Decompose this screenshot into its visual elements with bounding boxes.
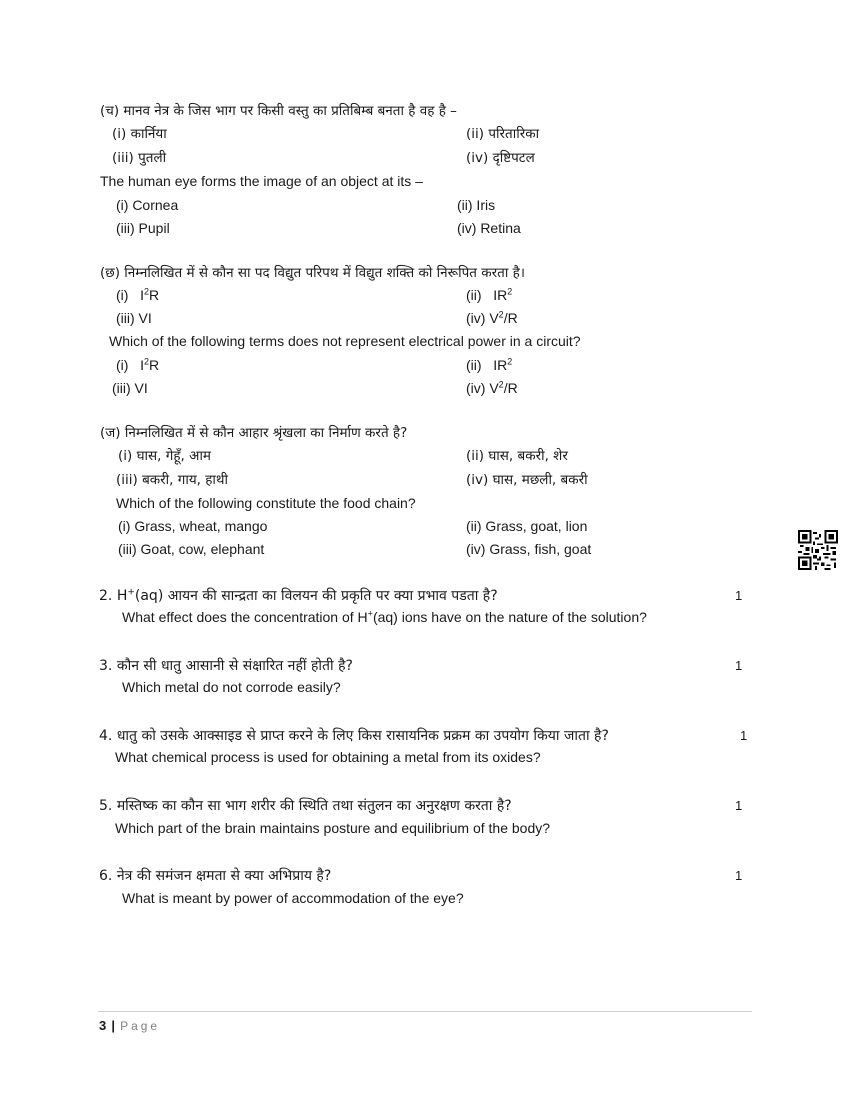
question-6-hindi: 6. नेत्र की समंजन क्षमता से क्या अभिप्राय है? (99, 868, 332, 884)
page-word: Page (120, 1019, 161, 1033)
question-3-hindi: 3. कौन सी धातु आसानी से संक्षारित नहीं होती है? (99, 658, 353, 674)
q1-ch-english-option-iii: (iii) Pupil (116, 220, 170, 236)
q1-j-english-option-iii: (iii) Goat, cow, elephant (118, 541, 265, 557)
q1-chh-hindi-question: (छ) निम्नलिखित में से कौन सा पद विद्युत परिपथ में विद्युत शक्ति को निरूपित करता है। (100, 265, 525, 281)
q1-j-hindi-option-iii: (iii) बकरी, गाय, हाथी (116, 472, 229, 488)
q1-chh-english-question: Which of the following terms does not represent electrical power in a circuit? (109, 333, 581, 349)
question-5-marks: 1 (735, 798, 743, 813)
q1-j-hindi-option-iv: (iv) घास, मछली, बकरी (466, 472, 588, 488)
question-4-hindi: 4. धातु को उसके आक्साइड से प्राप्त करने के लिए किस रासायनिक प्रक्रम का उपयोग किया जाता है? (99, 728, 609, 744)
q1-chh-english-option-iv: (iv) $V^2/R$ (466, 379, 518, 396)
q1-ch-hindi-option-iii: (iii) पुतली (112, 150, 167, 166)
question-6-english: What is meant by power of accommodation of the eye? (122, 890, 464, 906)
q1-chh-english-option-i: (i) $I^2R$ (116, 356, 160, 373)
q1-j-hindi-question: (ज) निम्नलिखित में से कौन आहार श्रृंखला का निर्माण करते है? (100, 425, 408, 441)
q1-chh-option-i: (i) $I^2R$ (116, 286, 160, 303)
question-4-english: What chemical process is used for obtaining a metal from its oxides? (115, 749, 541, 765)
question-2-hindi: 2. H+(aq) आयन की सान्द्रता का विलयन की प्रकृति पर क्या प्रभाव पडता है? (99, 587, 498, 604)
q1-ch-english-question: The human eye forms the image of an object at its – (100, 173, 423, 189)
q1-j-hindi-option-i: (i) घास, गेहूँ, आम (118, 448, 211, 464)
q1-j-english-option-i: (i) Grass, wheat, mango (118, 518, 268, 534)
q1-ch-english-option-i: (i) Cornea (116, 197, 179, 213)
question-6-marks: 1 (735, 868, 743, 883)
q1-chh-english-option-iii: (iii) VI (112, 380, 148, 396)
q1-j-hindi-option-ii: (ii) घास, बकरी, शेर (466, 448, 568, 464)
page-number: 3 (99, 1018, 107, 1033)
q1-j-english-option-ii: (ii) Grass, goat, lion (466, 518, 588, 534)
page-footer (99, 1015, 160, 1034)
question-5-english: Which part of the brain maintains posture and equilibrium of the body? (115, 820, 551, 836)
q1-ch-english-option-ii: (ii) Iris (457, 197, 496, 213)
q1-chh-option-iii: (iii) VI (116, 310, 152, 326)
question-3-english: Which metal do not corrode easily? (122, 679, 341, 695)
footer-divider (98, 1011, 752, 1012)
question-2-english: What effect does the concentration of H+(aq) ions have on the nature of the solution? (122, 608, 647, 625)
q1-ch-english-option-iv: (iv) Retina (457, 220, 521, 236)
qr-code-icon (798, 530, 838, 570)
q1-j-english-question: Which of the following constitute the food chain? (116, 495, 416, 511)
q1-ch-hindi-question: (च) मानव नेत्र के जिस भाग पर किसी वस्तु का प्रतिबिम्ब बनता है वह है – (100, 103, 457, 119)
question-3-marks: 1 (735, 658, 743, 673)
question-5-hindi: 5. मस्तिष्क का कौन सा भाग शरीर की स्थिति तथा संतुलन का अनुरक्षण करता है? (99, 798, 512, 814)
question-2-marks: 1 (735, 588, 743, 603)
q1-ch-hindi-option-i: (i) कार्निया (112, 126, 167, 142)
question-4-marks: 1 (740, 728, 748, 743)
q1-ch-hindi-option-iv: (iv) दृष्टिपटल (466, 150, 535, 166)
q1-chh-option-ii: (ii) $IR^2$ (466, 286, 513, 303)
q1-ch-hindi-option-ii: (ii) परितारिका (466, 126, 540, 142)
q1-j-english-option-iv: (iv) Grass, fish, goat (466, 541, 592, 557)
footer-separator: | (111, 1018, 115, 1033)
q1-chh-option-iv: (iv) $V^2/R$ (466, 309, 518, 326)
q1-chh-english-option-ii: (ii) $IR^2$ (466, 356, 513, 373)
